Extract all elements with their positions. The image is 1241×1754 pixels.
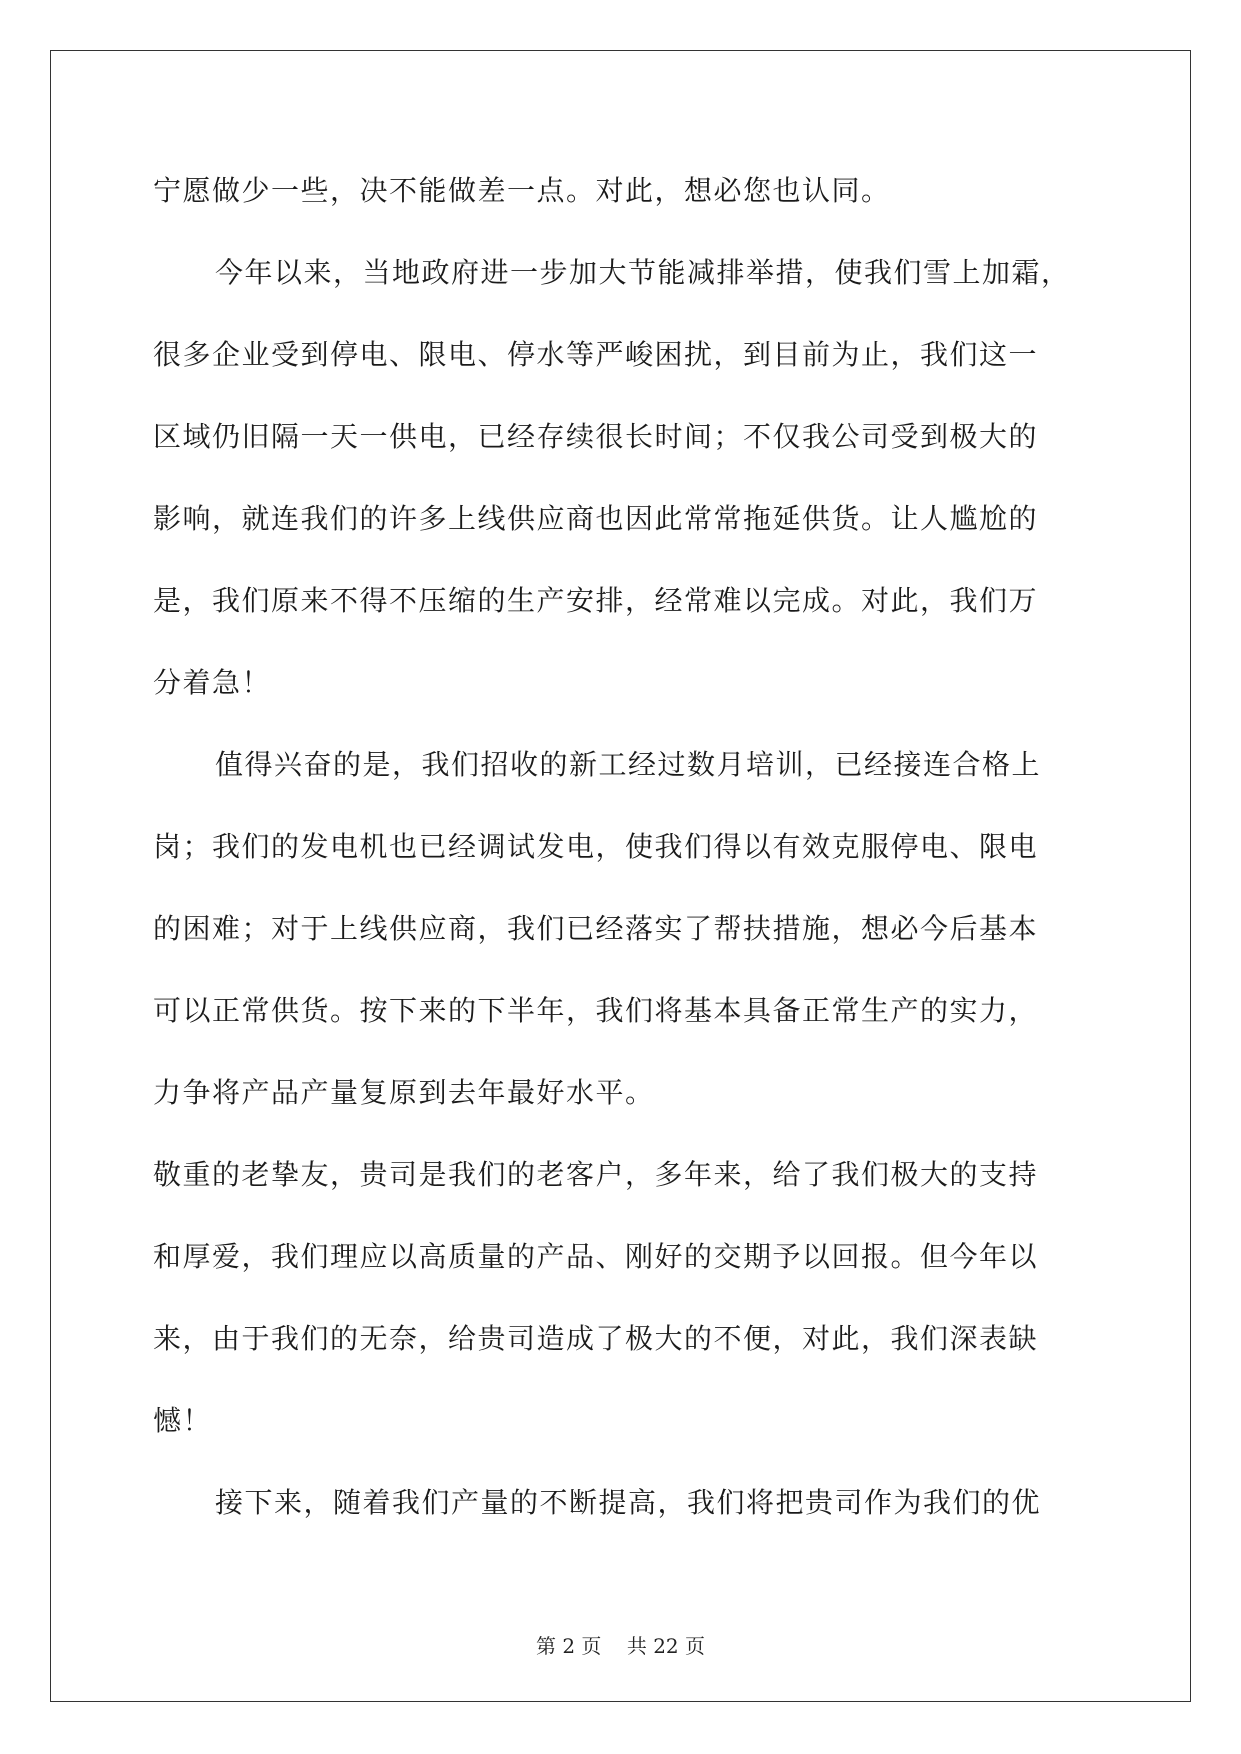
paragraph-start-line: 接下来，随着我们产量的不断提高，我们将把贵司作为我们的优 [215,1486,1042,1519]
text-line: 和厚爱，我们理应以高质量的产品、刚好的交期予以回报。但今年以 [153,1240,1039,1273]
document-body [153,150,1093,1544]
text-line: 可以正常供货。按下来的下半年，我们将基本具备正常生产的实力， [153,994,1039,1027]
paragraph-start-line: 值得兴奋的是，我们招收的新工经过数月培训，已经接连合格上 [215,748,1042,781]
paragraph-start-line: 今年以来，当地政府进一步加大节能减排举措，使我们雪上加霜， [215,256,1071,289]
text-line: 宁愿做少一些，决不能做差一点。对此，想必您也认同。 [153,174,891,207]
paragraph-start-line: 敬重的老挚友，贵司是我们的老客户，多年来，给了我们极大的支持 [153,1158,1039,1191]
text-line: 是，我们原来不得不压缩的生产安排，经常难以完成。对此，我们万 [153,584,1039,617]
text-line: 分着急！ [153,666,272,699]
text-line: 的困难；对于上线供应商，我们已经落实了帮扶措施，想必今后基本 [153,912,1039,945]
text-line: 力争将产品产量复原到去年最好水平。 [153,1076,655,1109]
text-line: 岗；我们的发电机也已经调试发电，使我们得以有效克服停电、限电 [153,830,1039,863]
page-number-footer: 第 2 页 共 22 页 [535,1634,706,1658]
text-line: 来，由于我们的无奈，给贵司造成了极大的不便，对此，我们深表缺 [153,1322,1039,1355]
text-line: 区域仍旧隔一天一供电，已经存续很长时间；不仅我公司受到极大的 [153,420,1039,453]
text-line: 很多企业受到停电、限电、停水等严峻困扰，到目前为止，我们这一 [153,338,1039,371]
text-line: 憾！ [153,1404,213,1437]
text-line: 影响，就连我们的许多上线供应商也因此常常拖延供货。让人尴尬的 [153,502,1039,535]
